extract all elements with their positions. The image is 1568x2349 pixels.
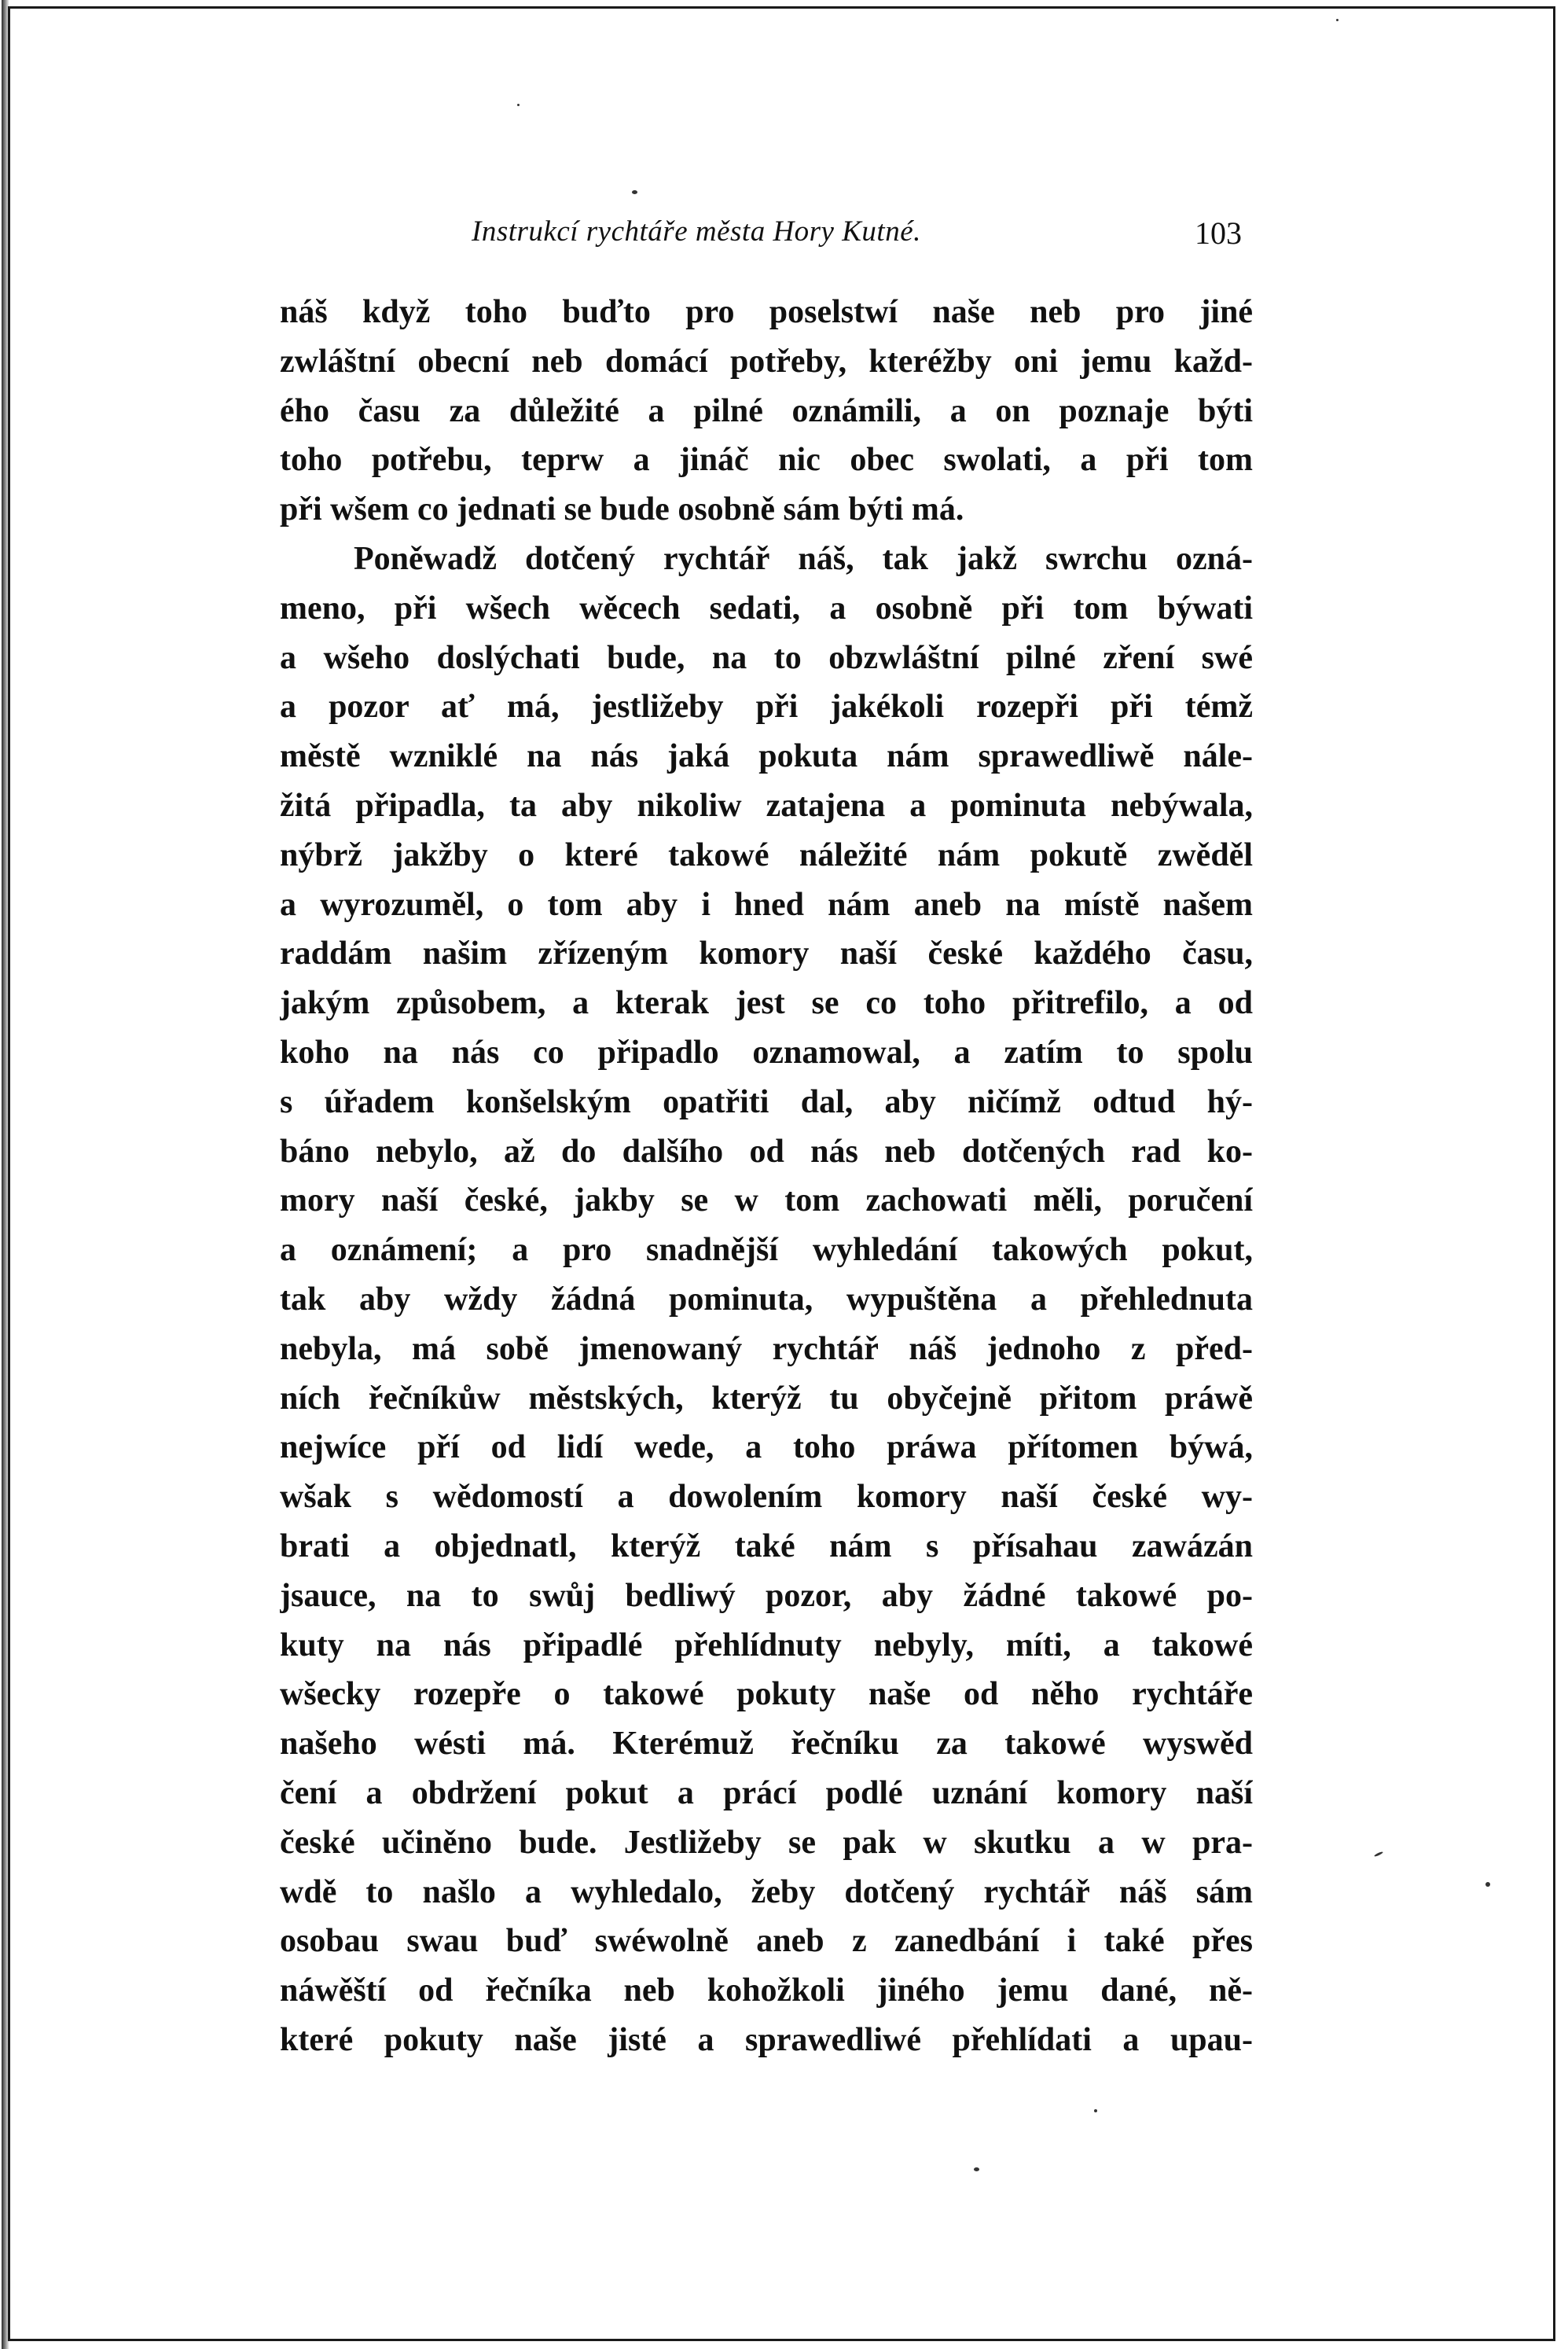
text-line: nejwíce pří od lidí wede, a toho práwa přítomen býwá,: [280, 1429, 1253, 1466]
text-line: raddám našim zřízeným komory naší české každého času,: [280, 936, 1253, 972]
text-line: nebyla, má sobě jmenowaný rychtář náš jednoho z před-: [280, 1330, 1253, 1367]
text-line: koho na nás co připadlo oznamowal, a zatím to spolu: [280, 1034, 1253, 1071]
text-line: a pozor ať má, jestližeby při jakékoli rozepři při témž: [280, 689, 1253, 726]
text-line: náš když toho buďto pro poselstwí naše neb pro jiné: [280, 294, 1253, 330]
text-line: meno, při wšech wěcech sedati, a osobně při tom býwati: [280, 590, 1253, 627]
text-line: a wyrozuměl, o tom aby i hned nám aneb na místě našem: [280, 886, 1253, 923]
text-line: náwěští od řečníka neb kohožkoli jiného jemu dané, ně-: [280, 1972, 1253, 2009]
scan-speck: [1485, 1882, 1490, 1887]
text-line: tak aby wždy žádná pominuta, wypuštěna a přehlednuta: [280, 1281, 1253, 1318]
text-line: městě wzniklé na nás jaká pokuta nám sprawedliwě nále-: [280, 738, 1253, 775]
text-line: jsauce, na to swůj bedliwý pozor, aby žádné takowé po-: [280, 1577, 1253, 1614]
text-line: našeho wésti má. Kterémuž řečníku za takowé wyswěd: [280, 1726, 1253, 1763]
text-line: wšecky rozepře o takowé pokuty naše od něho rychtáře: [280, 1676, 1253, 1713]
scan-speck: [517, 104, 520, 106]
scan-speck: [632, 190, 637, 194]
text-line: jakým způsobem, a kterak jest se co toho přitrefilo, a od: [280, 985, 1253, 1022]
text-line: osobau swau buď swéwolně aneb z zanedbání i také přes: [280, 1923, 1253, 1960]
text-line: které pokuty naše jisté a sprawedliwé přehlídati a upau-: [280, 2021, 1253, 2058]
body-text: [280, 288, 1253, 2065]
text-line: ních řečníkůw městských, kterýž tu obyčejně přitom práwě: [280, 1380, 1253, 1417]
text-line: české učiněno bude. Jestližeby se pak w skutku a w pra-: [280, 1824, 1253, 1861]
text-line: nýbrž jakžby o které takowé náležité nám pokutě zwěděl: [280, 836, 1253, 873]
scan-speck: [1336, 19, 1338, 21]
page-header: [472, 215, 1242, 254]
running-title: Instrukcí rychtáře města Hory Kutné.: [472, 215, 921, 248]
text-line: čení a obdržení pokut a prácí podlé uznání komory naší: [280, 1774, 1253, 1811]
text-line: žitá připadla, ta aby nikoliw zatajena a pominuta nebýwala,: [280, 787, 1253, 824]
text-line: a oznámení; a pro snadnější wyhledání takowých pokut,: [280, 1232, 1253, 1269]
text-line: báno nebylo, až do dalšího od nás neb dotčených rad ko-: [280, 1133, 1253, 1170]
page-number: 103: [1195, 215, 1242, 251]
text-line: kuty na nás připadlé přehlídnuty nebyly, míti, a takowé: [280, 1627, 1253, 1663]
text-line: ého času za důležité a pilné oznámili, a on poznaje býti: [280, 392, 1253, 429]
scan-speck: [974, 2167, 979, 2171]
text-line: toho potřebu, teprw a jináč nic obec swolati, a při tom: [280, 442, 1253, 479]
text-line: zwláštní obecní neb domácí potřeby, kteréžby oni jemu každ-: [280, 343, 1253, 380]
text-line: wdě to našlo a wyhledalo, žeby dotčený rychtář náš sám: [280, 1873, 1253, 1910]
text-line: wšak s wědomostí a dowolením komory naší české wy-: [280, 1479, 1253, 1516]
text-line: při wšem co jednati se bude osobně sám býti má.: [280, 491, 964, 528]
text-line: s úřadem konšelským opatřiti dal, aby ničímž odtud hý-: [280, 1083, 1253, 1120]
text-line: brati a objednatl, kterýž také nám s přísahau zawázán: [280, 1527, 1253, 1564]
text-line: a wšeho doslýchati bude, na to obzwláštní pilné zření swé: [280, 639, 1253, 676]
text-line: Poněwadž dotčený rychtář náš, tak jakž swrchu ozná-: [354, 540, 1253, 577]
scan-speck: [1094, 2109, 1097, 2112]
text-line: mory naší české, jakby se w tom zachowati měli, poručení: [280, 1182, 1253, 1219]
